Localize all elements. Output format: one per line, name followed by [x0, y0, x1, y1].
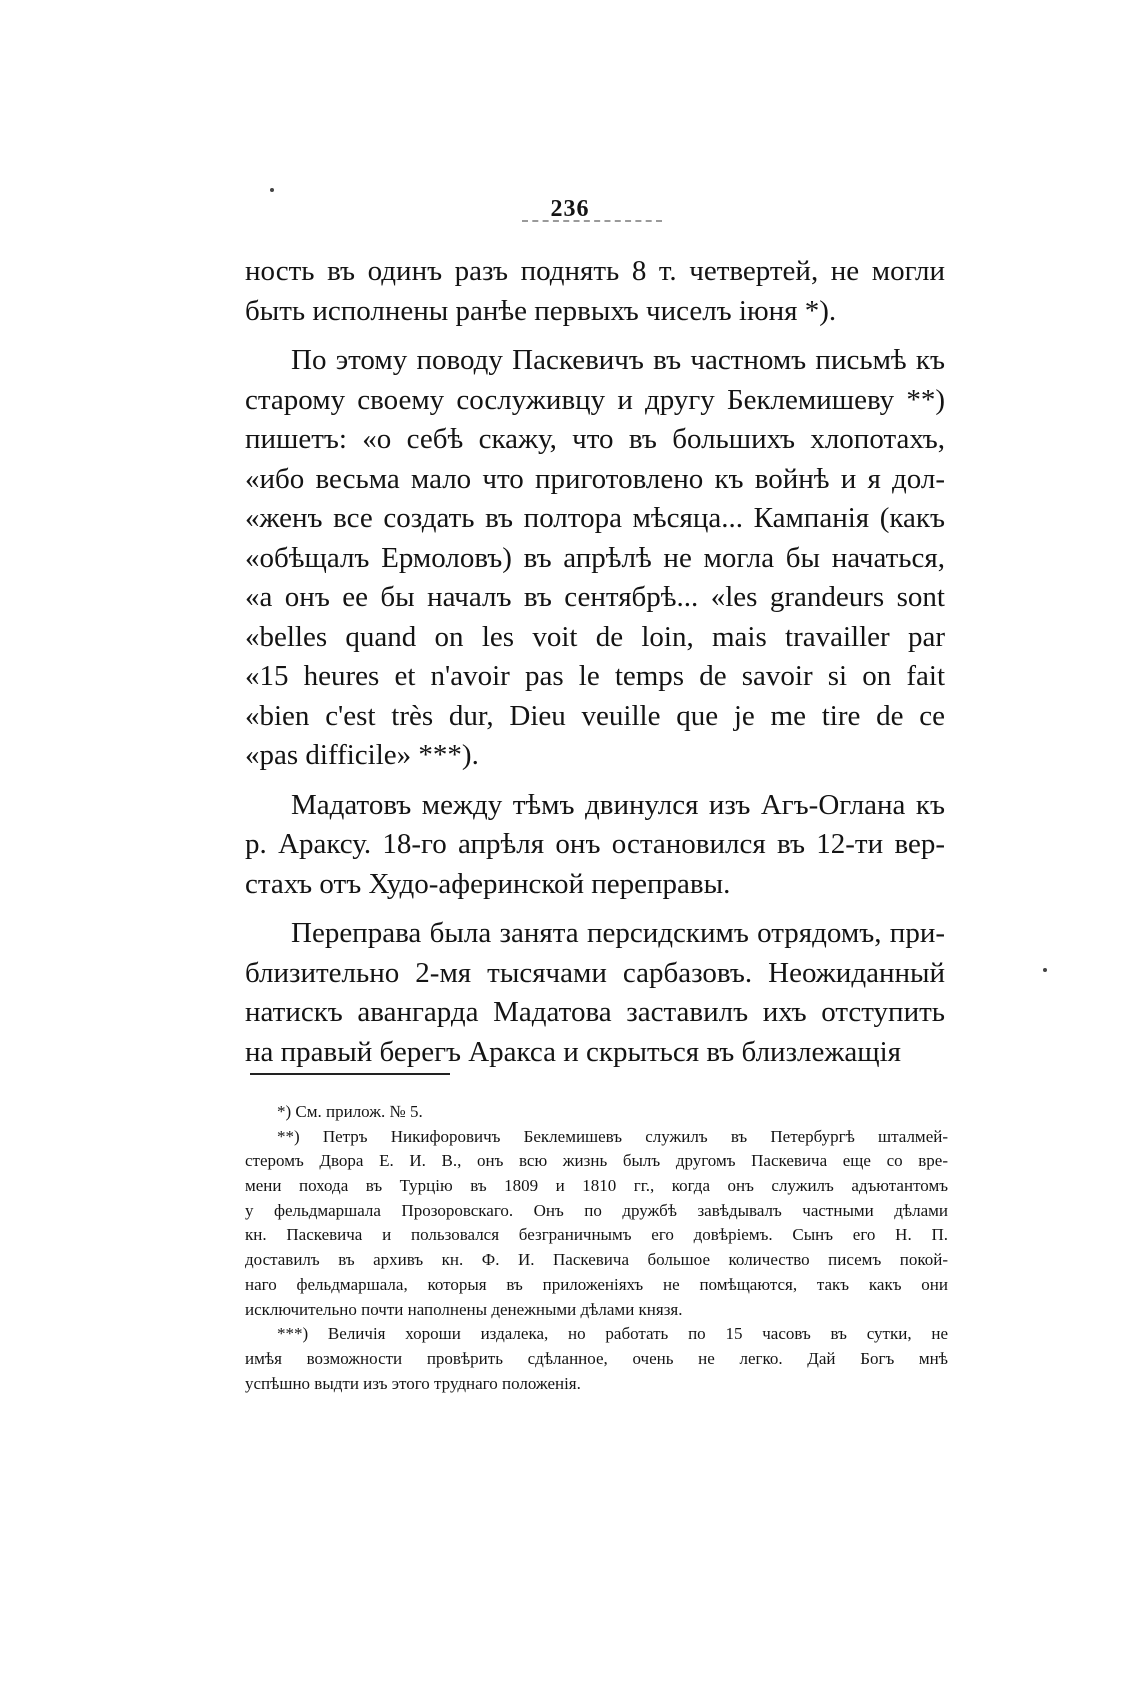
- paragraph: [245, 341, 945, 776]
- footnote-line: успѣшно выдти изъ этого труднаго положенія.: [245, 1373, 581, 1393]
- footnote-line: **) Петръ Никифоровичъ Беклемишевъ служилъ въ Петербургѣ шталмей-: [277, 1126, 948, 1146]
- paragraph-gap: [245, 904, 945, 914]
- text-line: По этому поводу Паскевичъ въ частномъ письмѣ къ: [291, 344, 945, 376]
- footnote: [245, 1322, 948, 1396]
- text-line: «pas difficile» ***).: [245, 739, 479, 771]
- paragraph: [245, 914, 945, 1072]
- text-line: «обѣщалъ Ермоловъ) въ апрѣлѣ не могла бы начаться,: [245, 541, 945, 574]
- text-line: Мадатовъ между тѣмъ двинулся изъ Агъ-Оглана къ: [291, 788, 945, 821]
- footnote-line: мени похода въ Турцію въ 1809 и 1810 гг., когда онъ служилъ адъютантомъ: [245, 1176, 948, 1196]
- text-line: «15 heures et n'avoir pas le temps de savoir si on fait: [245, 660, 945, 692]
- text-line: «bien c'est très dur, Dieu veuille que je me tire de ce: [245, 699, 945, 732]
- text-line: старому своему сослуживцу и другу Беклемишеву **): [245, 383, 945, 416]
- paragraph: [245, 252, 945, 331]
- footnote-line: имѣя возможности провѣрить сдѣланное, очень не легко. Дай Богъ мнѣ: [245, 1348, 948, 1368]
- footnote-line: доставилъ въ архивъ кн. Ф. И. Паскевича большое количество писемъ покой-: [245, 1250, 948, 1270]
- footnote: [245, 1100, 948, 1125]
- text-line: «женъ все создать въ полтора мѣсяца... Кампанія (какъ: [245, 502, 945, 534]
- text-line: р. Араксу. 18-го апрѣля онъ остановился въ 12-ти вер-: [245, 828, 945, 860]
- paragraph-gap: [245, 331, 945, 341]
- text-line: «belles quand on les voit de loin, mais travailler par: [245, 620, 945, 653]
- footnote-line: исключительно почти наполнены денежными дѣлами князя.: [245, 1299, 683, 1319]
- text-line: на правый берегъ Аракса и скрыться въ близлежащія: [245, 1035, 902, 1068]
- text-line: натискъ авангарда Мадатова заставилъ ихъ отступить: [245, 996, 945, 1028]
- footnote-line: ***) Величія хороши издалека, но работать по 15 часовъ въ сутки, не: [277, 1324, 948, 1344]
- text-line: быть исполнены ранѣе первыхъ чиселъ іюня *).: [245, 294, 837, 327]
- text-line: ность въ одинъ разъ поднять 8 т. четвертей, не могли: [245, 255, 945, 287]
- text-line: Переправа была занята персидскимъ отрядомъ, при-: [291, 917, 945, 949]
- footnotes: [245, 1100, 948, 1396]
- print-speck: [1043, 968, 1047, 972]
- text-line: пишетъ: «о себѣ скажу, что въ большихъ хлопотахъ,: [245, 423, 945, 455]
- footnote-line: кн. Паскевича и пользовался безграничнымъ его довѣріемъ. Сынъ его Н. П.: [245, 1225, 948, 1245]
- footnote-separator: [250, 1073, 450, 1075]
- text-line: стахъ отъ Худо-аферинской переправы.: [245, 867, 731, 900]
- main-text: [245, 252, 945, 1072]
- footnote-line: стеромъ Двора Е. И. В., онъ всю жизнь былъ другомъ Паскевича еще со вре-: [245, 1151, 948, 1171]
- text-line: близительно 2-мя тысячами сарбазовъ. Неожиданный: [245, 956, 945, 989]
- text-line: «а онъ ее бы началъ въ сентябрѣ... «les grandeurs sont: [245, 581, 945, 613]
- page-number: 236: [550, 196, 590, 222]
- footnote-line: *) См. прилож. № 5.: [277, 1102, 423, 1121]
- footnote: [245, 1125, 948, 1323]
- footnote-line: у фельдмаршала Прозоровскаго. Онъ по дружбѣ завѣдывалъ частными дѣлами: [245, 1200, 948, 1220]
- text-line: «ибо весьма мало что приготовлено къ войнѣ и я дол-: [245, 462, 945, 495]
- print-speck: [270, 188, 274, 192]
- footnote-line: наго фельдмаршала, которыя въ приложеніяхъ не помѣщаются, такъ какъ они: [245, 1274, 948, 1294]
- page-number-ornament: [522, 220, 662, 230]
- paragraph: [245, 786, 945, 905]
- paragraph-gap: [245, 776, 945, 786]
